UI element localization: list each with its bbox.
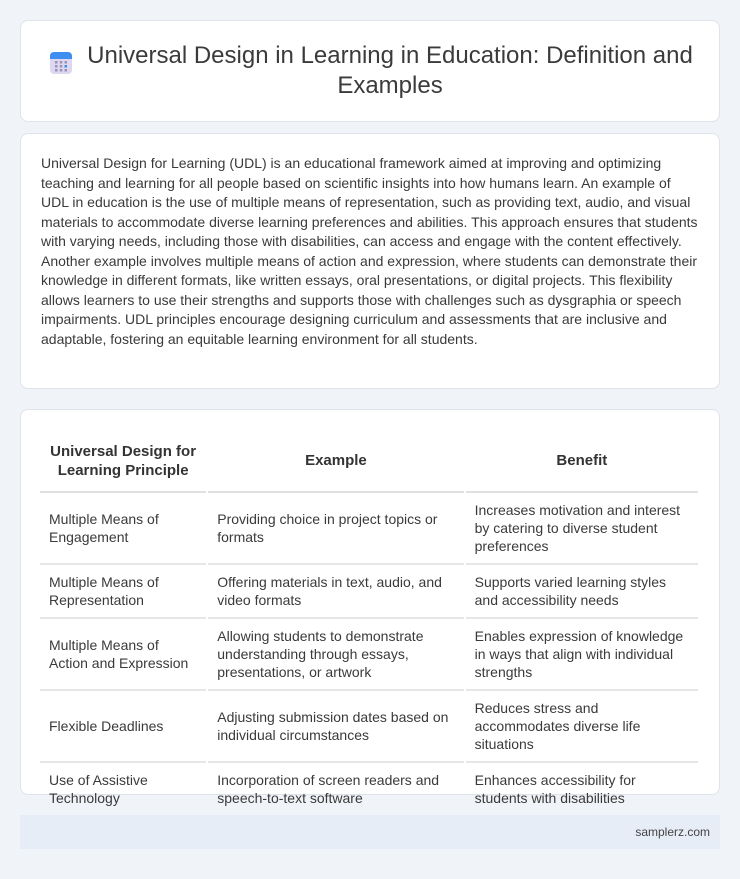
example-cell: Incorporation of screen readers and speech-to-text software xyxy=(208,763,463,817)
example-cell: Adjusting submission dates based on individual circumstances xyxy=(208,691,463,763)
table-row xyxy=(40,493,698,565)
example-cell: Providing choice in project topics or formats xyxy=(208,493,463,565)
example-cell: Allowing students to demonstrate understanding through essays, presentations, or artwork xyxy=(208,619,463,691)
table-row xyxy=(40,565,698,619)
intro-card xyxy=(20,133,720,389)
principles-table xyxy=(38,430,700,817)
page-title: Universal Design in Learning in Education: Definition and Examples xyxy=(87,42,693,99)
example-cell: Offering materials in text, audio, and video formats xyxy=(208,565,463,619)
table-row xyxy=(40,691,698,763)
footer xyxy=(20,815,720,849)
benefit-cell: Enhances accessibility for students with disabilities xyxy=(466,763,698,817)
table-row xyxy=(40,619,698,691)
principle-cell: Multiple Means of Action and Expression xyxy=(40,619,206,691)
benefit-cell: Enables expression of knowledge in ways that align with individual strengths xyxy=(466,619,698,691)
column-header-example: Example xyxy=(208,430,463,493)
principle-cell: Use of Assistive Technology xyxy=(40,763,206,817)
principle-cell: Multiple Means of Representation xyxy=(40,565,206,619)
principle-cell: Flexible Deadlines xyxy=(40,691,206,763)
benefit-cell: Increases motivation and interest by catering to diverse student preferences xyxy=(466,493,698,565)
benefit-cell: Supports varied learning styles and accessibility needs xyxy=(466,565,698,619)
header-card xyxy=(20,20,720,122)
table-row xyxy=(40,763,698,817)
principle-cell: Multiple Means of Engagement xyxy=(40,493,206,565)
intro-paragraph: Universal Design for Learning (UDL) is an educational framework aimed at improving and optimizing teaching and learning for all people based on scientific insights into how humans learn. An example of UDL in education is the use of multiple means of representation, such as providing text, audio, and visual materials to accommodate diverse learning preferences and abilities. This approach ensures that students with varying needs, including those with disabilities, can access and engage with the content effectively. Another example involves multiple means of action and expression, where students can demonstrate their knowledge in different formats, like written essays, oral presentations, or digital projects. This flexibility allows learners to use their strengths and supports those with challenges such as dysgraphia or speech impairments. UDL principles encourage designing curriculum and assessments that are inclusive and adaptable, fostering an equitable learning environment for all students. xyxy=(41,155,698,347)
principles-table-card xyxy=(20,409,720,806)
benefit-cell: Reduces stress and accommodates diverse life situations xyxy=(466,691,698,763)
table-header-row xyxy=(40,430,698,493)
column-header-benefit: Benefit xyxy=(466,430,698,493)
footer-site-link[interactable]: samplerz.com xyxy=(635,825,710,839)
calendar-icon xyxy=(49,51,73,75)
column-header-principle: Universal Design for Learning Principle xyxy=(40,430,206,493)
